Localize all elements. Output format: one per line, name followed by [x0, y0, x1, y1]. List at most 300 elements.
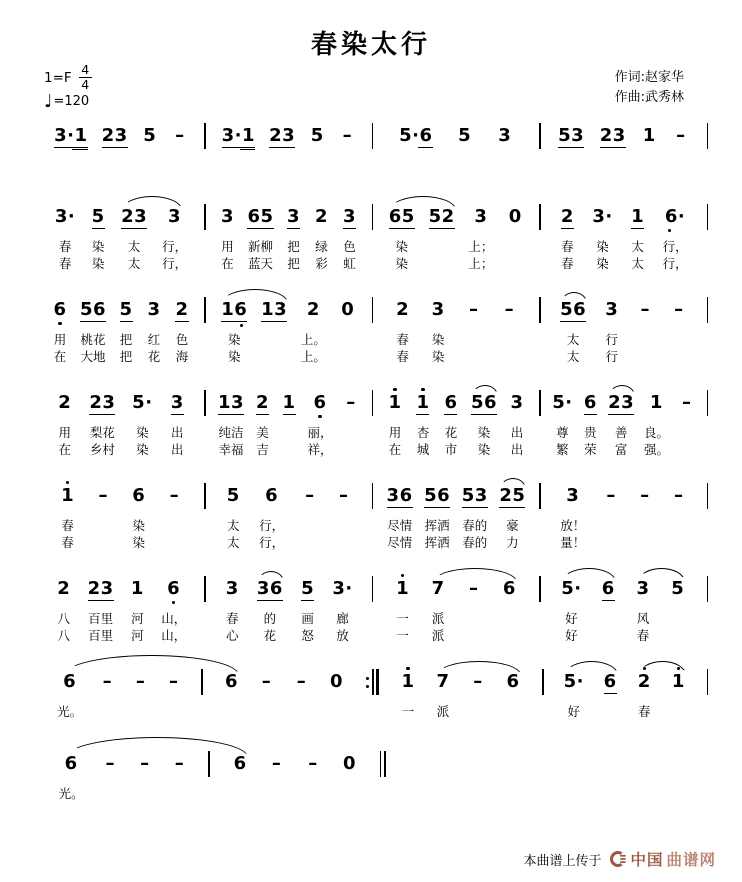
measure [203, 662, 366, 720]
octave-slot-high [406, 662, 410, 671]
lyric-syllable [609, 517, 613, 534]
site-logo-icon [609, 850, 627, 868]
note-unit [670, 662, 686, 720]
note-text: – [140, 753, 150, 774]
lyric-syllable [172, 534, 176, 551]
note-text: 6 [64, 753, 78, 774]
note-text: – [606, 485, 616, 506]
note-column [510, 383, 523, 424]
note-column [631, 197, 644, 238]
measure [541, 383, 707, 458]
duration-slot [171, 413, 184, 424]
note-column [132, 383, 152, 424]
lyric-syllable: 太 [127, 239, 141, 254]
note-text: 3· [332, 578, 353, 599]
note-column [672, 662, 685, 703]
duration-slot [676, 146, 686, 157]
lyric-syllable: 染 [477, 442, 491, 457]
duration-slot [227, 506, 240, 517]
note-column [509, 197, 522, 238]
note-unit [221, 290, 247, 365]
lyric-syllable: 染 [596, 239, 609, 254]
octave-slot-high [643, 662, 647, 671]
duration-slot [297, 692, 307, 703]
note-text: – [504, 299, 515, 320]
note-unit [95, 476, 111, 551]
note-column [257, 569, 283, 610]
lyric-syllable: 行 [605, 332, 618, 347]
duration-slot [65, 774, 78, 785]
duration-underline [80, 321, 106, 322]
measure [38, 290, 204, 365]
note-text: 1 [130, 578, 144, 599]
duration-underline [604, 693, 617, 694]
note-unit [471, 383, 497, 458]
lyric-syllable: 春的 [462, 535, 488, 550]
note-column [247, 197, 273, 238]
note-column [665, 197, 685, 238]
duration-underline [221, 321, 247, 322]
lyric-syllable: 繁 [556, 442, 569, 457]
tempo-value: =120 [53, 94, 90, 109]
duration-underline [560, 321, 586, 322]
duration-underline [301, 600, 314, 601]
note-text: 6· [664, 206, 686, 227]
duration-slot [506, 692, 519, 703]
note-unit [137, 744, 153, 802]
note-text: 65 [388, 206, 415, 227]
lyric-syllable: 染 [132, 535, 146, 550]
note-unit [269, 116, 295, 157]
note-unit [294, 662, 310, 720]
note-text: 1 [388, 392, 402, 413]
duration-slot [221, 227, 234, 238]
lyric-syllable: 花 [263, 628, 277, 643]
note-unit [259, 662, 275, 720]
note-column [265, 476, 278, 517]
note-column [308, 744, 318, 785]
lyric-syllable: 放 [336, 628, 349, 643]
duration-slot [339, 506, 349, 517]
duration-underline [429, 228, 455, 229]
lyric-syllable [172, 517, 176, 534]
duration-slot [510, 413, 523, 424]
system-row [38, 476, 708, 551]
barline [707, 483, 709, 509]
note-text: – [296, 671, 307, 692]
lyric-syllable: 用 [388, 425, 402, 440]
lyric-syllable: 春 [396, 332, 409, 347]
note-unit [424, 476, 450, 551]
lyric-syllable: 乡村 [89, 442, 115, 457]
duration-slot [98, 506, 108, 517]
music-system [38, 744, 386, 802]
lyric-syllable: 春 [561, 239, 574, 254]
note-column [330, 662, 343, 703]
lyric-syllable [472, 331, 476, 348]
duration-slot [132, 506, 145, 517]
duration-slot [147, 320, 160, 331]
note-column [471, 383, 497, 424]
duration-slot [561, 599, 581, 610]
octave-dot-low [172, 601, 176, 605]
duration-slot [671, 599, 684, 610]
measure [206, 290, 372, 365]
note-column [346, 383, 356, 424]
note-text: 0 [329, 671, 344, 692]
note-unit [558, 116, 584, 157]
duration-underline-short [240, 149, 255, 150]
note-unit [341, 744, 357, 802]
lyric-syllable: 在 [221, 256, 234, 271]
note-unit [162, 197, 187, 272]
music-system [38, 476, 708, 551]
note-column [561, 569, 581, 610]
duration-underline [416, 414, 429, 415]
duration-slot [120, 320, 133, 331]
lyric-syllable: 春 [637, 704, 651, 719]
note-text: 5· [563, 671, 584, 692]
duration-underline [261, 321, 287, 322]
note-text: 0 [342, 753, 356, 774]
lyric-syllable: 新柳 [247, 239, 273, 254]
lyric-syllable: 纯洁 [218, 425, 244, 440]
note-text: 3·1 [221, 125, 255, 146]
octave-dot-high [406, 667, 410, 671]
lyric-syllable [476, 703, 480, 720]
music-system [38, 116, 708, 157]
octave-dot-high [66, 481, 70, 485]
lyric-syllable: 染 [431, 332, 445, 347]
site-name-prefix: 中国 [630, 851, 664, 869]
barline [707, 123, 709, 149]
lyric-syllable [272, 331, 276, 348]
duration-slot [175, 146, 185, 157]
duration-slot [637, 599, 650, 610]
note-unit [501, 290, 517, 365]
note-text: 3 [566, 485, 580, 506]
measure [206, 116, 372, 157]
duration-slot [221, 320, 247, 331]
lyricist-credit: 作词:赵家华 [614, 70, 684, 85]
note-text: 13 [261, 299, 288, 320]
note-unit [679, 383, 695, 458]
note-column [429, 197, 455, 238]
note-unit [102, 116, 128, 157]
note-text: 6 [603, 671, 617, 692]
lyric-syllable: 把 [119, 349, 133, 364]
note-text: 7 [436, 671, 450, 692]
note-text: 1 [401, 671, 415, 692]
note-unit [133, 662, 149, 720]
note-text: 6 [224, 671, 239, 692]
note-text: 5 [226, 485, 240, 506]
note-text: 5· [132, 392, 153, 413]
note-unit [663, 197, 688, 272]
duration-underline [218, 414, 244, 415]
note-text: 2 [314, 206, 329, 227]
measure [541, 476, 707, 551]
note-unit [671, 476, 687, 551]
lyric-syllable [677, 534, 681, 551]
lyric-syllable [265, 703, 269, 720]
duration-underline [269, 147, 295, 148]
octave-dot-high [643, 667, 647, 671]
note-text: 1 [642, 125, 656, 146]
note-column [121, 197, 147, 238]
note-text: – [469, 578, 479, 599]
lyric-syllable [311, 785, 315, 802]
note-column [674, 476, 684, 517]
duration-underline [584, 414, 597, 415]
duration-slot [131, 599, 144, 610]
duration-underline [88, 600, 114, 601]
note-column [283, 383, 296, 424]
octave-dot-high [401, 574, 405, 578]
lyric-syllable [347, 785, 351, 802]
note-text: – [469, 299, 479, 320]
note-unit [225, 476, 241, 551]
note-unit [255, 383, 271, 458]
duration-underline [558, 147, 584, 148]
lyric-syllable: 上； [468, 239, 494, 254]
upload-note-text: 本曲谱上传于 [523, 853, 602, 869]
note-column [175, 744, 185, 785]
lyric-syllable: 海 [175, 349, 189, 364]
duration-underline [462, 507, 488, 508]
duration-slot [92, 227, 105, 238]
duration-slot [262, 692, 272, 703]
note-unit [600, 569, 616, 644]
note-column [332, 569, 352, 610]
lyric-syllable: 太 [566, 332, 580, 347]
duration-slot [169, 692, 179, 703]
note-unit [309, 116, 325, 157]
note-unit [172, 744, 188, 802]
site-brand [609, 848, 716, 870]
lyric-syllable: 出 [170, 442, 184, 457]
note-text: 3 [168, 206, 182, 227]
lyric-syllable [685, 424, 689, 441]
lyric-syllable [238, 785, 242, 802]
lyric-syllable: 行， [662, 239, 688, 254]
note-unit [166, 662, 182, 720]
duration-slot [389, 227, 415, 238]
note-unit [89, 383, 115, 458]
lyric-syllable: 出 [510, 425, 524, 440]
note-column [227, 476, 240, 517]
note-column [396, 290, 409, 331]
lyric-syllable: 用 [53, 332, 67, 347]
octave-dot-low [318, 415, 322, 419]
lyric-syllable: 染 [132, 518, 146, 533]
duration-underline [471, 414, 497, 415]
duration-slot [343, 146, 353, 157]
duration-slot [592, 227, 612, 238]
duration-slot [61, 506, 74, 517]
note-unit [300, 569, 316, 644]
duration-slot [88, 599, 114, 610]
note-text: 1 [61, 485, 75, 506]
note-text: 25 [499, 485, 526, 506]
note-column [89, 383, 115, 424]
note-unit [142, 116, 158, 157]
note-unit [561, 569, 581, 644]
note-text: 5 [310, 125, 324, 146]
note-unit [389, 197, 415, 272]
note-column [218, 383, 244, 424]
note-column [175, 290, 188, 331]
system-row [38, 569, 708, 644]
note-text: 2 [57, 578, 71, 599]
note-column [307, 290, 320, 331]
duration-underline [222, 147, 255, 148]
lyric-syllable [677, 348, 681, 365]
measure [206, 383, 372, 458]
note-text: 3 [605, 299, 619, 320]
note-text: 23 [101, 125, 128, 146]
note-text: 6 [233, 753, 247, 774]
lyric-syllable [440, 238, 444, 255]
duration-slot [311, 146, 324, 157]
lyric-syllable: 画 [301, 611, 314, 626]
lyric-syllable: 尊 [556, 425, 569, 440]
duration-slot [399, 146, 432, 157]
note-text: 3 [636, 578, 650, 599]
note-unit [301, 290, 326, 365]
duration-slot [605, 320, 618, 331]
note-column [234, 744, 247, 785]
note-column [131, 569, 144, 610]
note-text: 6 [444, 392, 458, 413]
lyric-syllable: 城 [416, 442, 430, 457]
note-text: 1 [416, 392, 430, 413]
note-unit [99, 662, 115, 720]
duration-underline [283, 414, 296, 415]
note-text: 3 [474, 206, 488, 227]
note-text: – [305, 485, 315, 506]
note-column [301, 569, 314, 610]
note-text: – [338, 485, 349, 506]
note-column [106, 744, 116, 785]
note-text: 6 [53, 299, 67, 320]
lyric-syllable [349, 441, 353, 458]
barline [707, 297, 709, 323]
duration-slot [102, 146, 128, 157]
lyric-syllable: 梨花 [89, 425, 115, 440]
lyric-syllable: 好 [565, 611, 578, 626]
note-column [608, 383, 634, 424]
lyric-syllable: 彩 [315, 256, 328, 271]
duration-underline [102, 147, 128, 148]
octave-slot-high [421, 383, 425, 392]
lyric-syllable: 上。 [300, 332, 326, 347]
lyric-syllable [507, 610, 511, 627]
duration-slot [226, 599, 239, 610]
note-text: 2 [58, 392, 72, 413]
lyric-syllable: 心 [225, 628, 239, 643]
note-column [136, 662, 146, 703]
lyric-syllable [606, 610, 610, 627]
note-column [416, 383, 429, 424]
lyric-syllable: 风 [636, 611, 650, 626]
note-text: 23 [608, 392, 635, 413]
lyric-syllable [143, 785, 147, 802]
note-text: 2 [396, 299, 410, 320]
note-column [503, 569, 516, 610]
lyric-syllable: 市 [444, 442, 458, 457]
lyric-syllable: 春 [61, 535, 74, 550]
measure [541, 569, 707, 644]
lyric-syllable: 光。 [58, 786, 84, 801]
note-unit [470, 662, 486, 720]
lyric-syllable: 春 [561, 256, 574, 271]
note-text: – [681, 392, 692, 413]
lyric-syllable: 善 [614, 425, 628, 440]
note-column [473, 662, 483, 703]
note-unit [102, 744, 118, 802]
note-unit [257, 569, 283, 644]
note-column [605, 290, 618, 331]
lyric-syllable [105, 703, 109, 720]
duration-underline [387, 507, 413, 508]
note-unit [387, 383, 403, 458]
note-column [168, 197, 181, 238]
note-column [552, 383, 572, 424]
note-text: 3 [147, 299, 161, 320]
lyric-syllable: 把 [287, 239, 300, 254]
duration-underline [631, 228, 644, 229]
note-column [55, 197, 75, 238]
duration-slot [474, 227, 487, 238]
note-unit [582, 383, 598, 458]
duration-slot [341, 320, 354, 331]
duration-slot [175, 320, 188, 331]
measure [373, 197, 539, 272]
lyric-syllable [230, 703, 234, 720]
note-column [63, 662, 76, 703]
note-column [505, 290, 515, 331]
lyric-syllable: 把 [119, 332, 133, 347]
measure [38, 383, 204, 458]
lyric-syllable: 用 [221, 239, 234, 254]
note-unit [641, 116, 657, 157]
lyric-syllable: 虹 [343, 256, 356, 271]
note-text: 3 [287, 206, 301, 227]
note-unit [118, 290, 134, 365]
repeat-end-barline [366, 669, 380, 695]
note-text: 6 [265, 485, 279, 506]
lyric-syllable: 富 [614, 442, 628, 457]
lyric-syllable: 色 [343, 239, 356, 254]
note-column [640, 476, 650, 517]
duration-slot [650, 413, 663, 424]
note-text: – [346, 392, 356, 413]
duration-slot [509, 227, 522, 238]
note-column [313, 383, 326, 424]
lyric-syllable: 出 [510, 442, 524, 457]
note-text: 3 [510, 392, 524, 413]
note-unit [399, 116, 432, 157]
note-text: 2 [560, 206, 574, 227]
duration-slot [429, 227, 455, 238]
duration-slot [58, 413, 71, 424]
note-column [606, 476, 616, 517]
note-column [474, 197, 487, 238]
note-text: 2 [637, 671, 651, 692]
time-signature [79, 64, 92, 91]
lyric-syllable [677, 331, 681, 348]
